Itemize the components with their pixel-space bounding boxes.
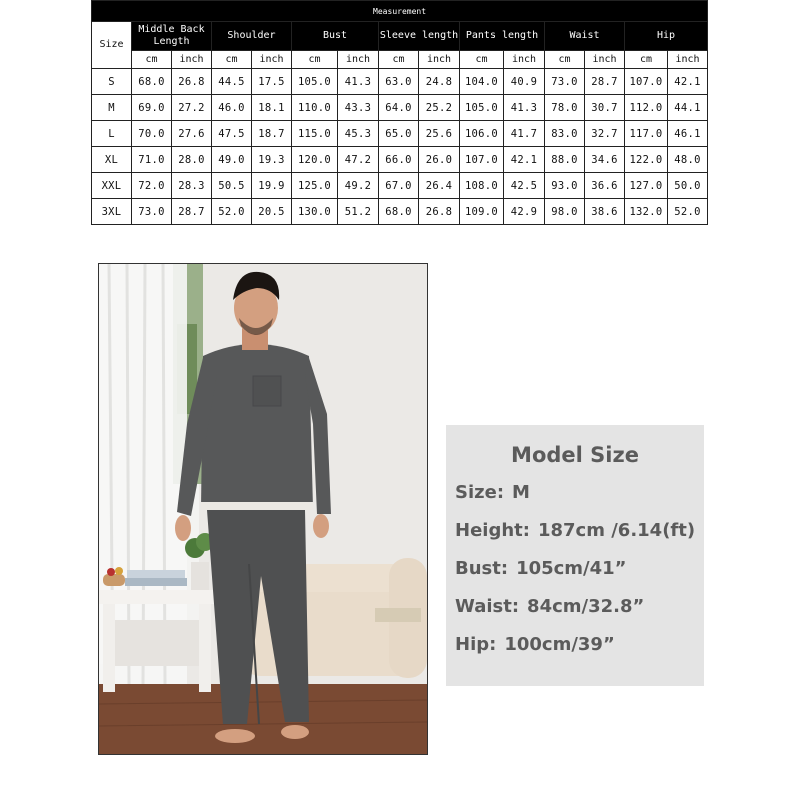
measurement-cell: 50.5 (212, 173, 252, 199)
measurement-cell: 19.9 (252, 173, 292, 199)
measurement-cell: 122.0 (625, 147, 668, 173)
unit-label: cm (545, 51, 585, 69)
model-photo-illustration (99, 264, 427, 754)
model-size-value: M (512, 482, 530, 503)
measurement-cell: 25.2 (419, 95, 460, 121)
measurement-cell: 49.2 (338, 173, 379, 199)
measurement-cell: 130.0 (292, 199, 338, 225)
measurement-cell: 41.7 (504, 121, 545, 147)
measurement-banner: Measurement (92, 1, 708, 22)
measurement-cell: 28.0 (172, 147, 212, 173)
model-size-row (455, 520, 695, 541)
measurement-cell: 26.0 (419, 147, 460, 173)
unit-label: inch (338, 51, 379, 69)
model-size-value: 100cm/39” (504, 634, 615, 655)
model-size-row (455, 482, 530, 503)
measurement-cell: 24.8 (419, 69, 460, 95)
measurement-cell: 68.0 (132, 69, 172, 95)
size-label: XL (92, 147, 132, 173)
measurement-cell: 27.2 (172, 95, 212, 121)
unit-row (92, 51, 708, 69)
measurement-cell: 32.7 (585, 121, 625, 147)
measurement-cell: 78.0 (545, 95, 585, 121)
unit-label: cm (212, 51, 252, 69)
table-row (92, 199, 708, 225)
model-size-row (455, 634, 615, 655)
table-row (92, 69, 708, 95)
table-row (92, 173, 708, 199)
measurement-cell: 38.6 (585, 199, 625, 225)
measurement-cell: 117.0 (625, 121, 668, 147)
unit-label: cm (379, 51, 419, 69)
size-label: 3XL (92, 199, 132, 225)
unit-label: inch (585, 51, 625, 69)
measurement-cell: 115.0 (292, 121, 338, 147)
column-header-pants-length: Pants length (460, 22, 545, 51)
measurement-cell: 28.7 (585, 69, 625, 95)
measurement-cell: 41.3 (338, 69, 379, 95)
measurement-cell: 42.1 (668, 69, 708, 95)
table-row (92, 95, 708, 121)
measurement-cell: 110.0 (292, 95, 338, 121)
measurement-cell: 17.5 (252, 69, 292, 95)
column-header-shoulder: Shoulder (212, 22, 292, 51)
size-rows (92, 69, 708, 225)
measurement-cell: 36.6 (585, 173, 625, 199)
measurement-cell: 105.0 (292, 69, 338, 95)
size-chart-table (91, 0, 708, 225)
measurement-cell: 44.5 (212, 69, 252, 95)
unit-label: cm (625, 51, 668, 69)
column-header-hip: Hip (625, 22, 708, 51)
measurement-cell: 44.1 (668, 95, 708, 121)
unit-label: cm (460, 51, 504, 69)
measurement-cell: 51.2 (338, 199, 379, 225)
model-size-panel (446, 425, 704, 686)
measurement-cell: 26.8 (419, 199, 460, 225)
size-column-header: Size (92, 22, 132, 69)
table-row (92, 121, 708, 147)
column-header-waist: Waist (545, 22, 625, 51)
model-photo (98, 263, 428, 755)
measurement-cell: 104.0 (460, 69, 504, 95)
model-size-value: 84cm/32.8” (527, 596, 645, 617)
measurement-cell: 109.0 (460, 199, 504, 225)
unit-label: inch (504, 51, 545, 69)
measurement-cell: 120.0 (292, 147, 338, 173)
model-size-label: Hip: (455, 634, 497, 655)
measurement-cell: 69.0 (132, 95, 172, 121)
measurement-cell: 20.5 (252, 199, 292, 225)
column-header-bust: Bust (292, 22, 379, 51)
measurement-cell: 25.6 (419, 121, 460, 147)
model-size-label: Waist: (455, 596, 520, 617)
unit-label: inch (668, 51, 708, 69)
measurement-cell: 42.9 (504, 199, 545, 225)
measurement-cell: 47.5 (212, 121, 252, 147)
measurement-cell: 42.5 (504, 173, 545, 199)
unit-label: cm (292, 51, 338, 69)
model-size-title: Model Size (511, 443, 639, 467)
measurement-cell: 47.2 (338, 147, 379, 173)
measurement-cell: 19.3 (252, 147, 292, 173)
unit-label: inch (252, 51, 292, 69)
measurement-cell: 93.0 (545, 173, 585, 199)
measurement-cell: 48.0 (668, 147, 708, 173)
measurement-cell: 105.0 (460, 95, 504, 121)
measurement-cell: 132.0 (625, 199, 668, 225)
measurement-cell: 63.0 (379, 69, 419, 95)
measurement-cell: 43.3 (338, 95, 379, 121)
measurement-cell: 106.0 (460, 121, 504, 147)
measurement-cell: 26.8 (172, 69, 212, 95)
measurement-cell: 83.0 (545, 121, 585, 147)
measurement-cell: 88.0 (545, 147, 585, 173)
measurement-cell: 70.0 (132, 121, 172, 147)
measurement-cell: 34.6 (585, 147, 625, 173)
measurement-cell: 28.3 (172, 173, 212, 199)
measurement-cell: 49.0 (212, 147, 252, 173)
model-size-label: Bust: (455, 558, 509, 579)
column-header-sleeve-length: Sleeve length (379, 22, 460, 51)
measurement-cell: 107.0 (460, 147, 504, 173)
measurement-cell: 42.1 (504, 147, 545, 173)
measurement-cell: 46.1 (668, 121, 708, 147)
measurement-cell: 52.0 (668, 199, 708, 225)
measurement-cell: 27.6 (172, 121, 212, 147)
measurement-cell: 18.7 (252, 121, 292, 147)
table-row (92, 147, 708, 173)
model-size-value: 105cm/41” (516, 558, 627, 579)
column-header-middle-back-length: Middle Back Length (132, 22, 212, 51)
measurement-cell: 71.0 (132, 147, 172, 173)
measurement-cell: 30.7 (585, 95, 625, 121)
measurement-cell: 26.4 (419, 173, 460, 199)
measurement-cell: 18.1 (252, 95, 292, 121)
model-size-label: Height: (455, 520, 530, 541)
measurement-cell: 73.0 (132, 199, 172, 225)
size-label: XXL (92, 173, 132, 199)
model-size-row (455, 558, 627, 579)
model-size-label: Size: (455, 482, 505, 503)
measurement-cell: 50.0 (668, 173, 708, 199)
measurement-cell: 52.0 (212, 199, 252, 225)
size-label: M (92, 95, 132, 121)
measurement-cell: 108.0 (460, 173, 504, 199)
measurement-cell: 68.0 (379, 199, 419, 225)
measurement-cell: 65.0 (379, 121, 419, 147)
measurement-cell: 45.3 (338, 121, 379, 147)
measurement-cell: 28.7 (172, 199, 212, 225)
unit-label: cm (132, 51, 172, 69)
measurement-cell: 72.0 (132, 173, 172, 199)
measurement-cell: 112.0 (625, 95, 668, 121)
model-size-value: 187cm /6.14(ft) (537, 520, 696, 541)
unit-label: inch (419, 51, 460, 69)
measurement-cell: 67.0 (379, 173, 419, 199)
unit-label: inch (172, 51, 212, 69)
measurement-cell: 98.0 (545, 199, 585, 225)
measurement-cell: 107.0 (625, 69, 668, 95)
measurement-cell: 66.0 (379, 147, 419, 173)
measurement-cell: 41.3 (504, 95, 545, 121)
measurement-cell: 40.9 (504, 69, 545, 95)
measurement-cell: 46.0 (212, 95, 252, 121)
size-label: S (92, 69, 132, 95)
model-size-row (455, 596, 644, 617)
measurement-cell: 127.0 (625, 173, 668, 199)
measurement-cell: 64.0 (379, 95, 419, 121)
measurement-cell: 73.0 (545, 69, 585, 95)
measurement-cell: 125.0 (292, 173, 338, 199)
size-label: L (92, 121, 132, 147)
